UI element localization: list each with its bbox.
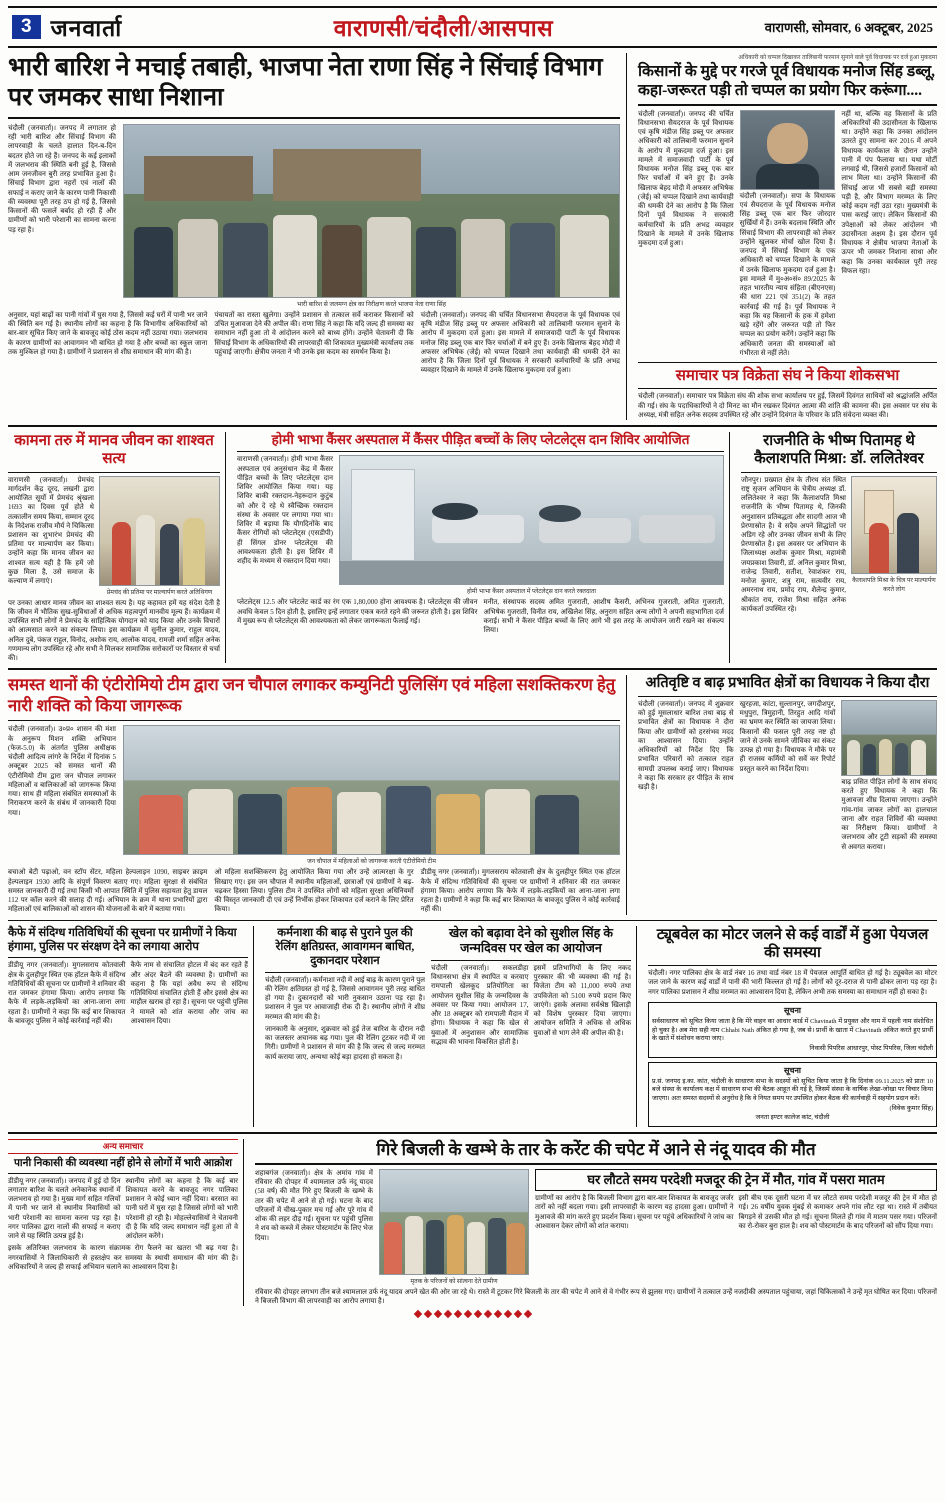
- notice-1-text: सर्वसाधारण को सूचित किया जाता है कि मेरे वाहन का आधार कार्ड में Chavinath में प्रयुक्त और नाम में पहली नाम संशोधित हो चुका है। अब मेरा सही नाम Chhabi Nath अंकित हो गया है, जब से। प्रार्थी के खाता में Chavinath अंकित करते हुए प्रार्थी के खाते में संशोधन कराया जाए।: [652, 1018, 933, 1042]
- fourth-band: [8, 926, 937, 1127]
- platelet-photo-caption: होमी भाभा कैंसर अस्पताल में प्लेटलेट्स दान करते रक्तदाता: [467, 588, 596, 596]
- cafe-headline: कैफे में संदिग्ध गतिविधियों की सूचना पर ग्रामीणों ने किया हंगामा, पुलिस पर संरक्षण देने का लगाया आरोप: [8, 926, 237, 953]
- bijli-col4: इसी बीच एक दूसरी घटना में घर लौटते समय परदेशी मजदूर की ट्रेन में मौत हो गई। 26 वर्षीय युवक मुंबई से कमाकर अपने गांव लौट रहा था। रास्ते में तबीयत बिगड़ने से उसकी मौत हो गई। सूचना मिलते ही गांव में मातम पसर गया। परिजनों का रो-रोकर बुरा हाल है। शव को पोस्टमार्टम के बाद परिजनों को सौंप दिया गया।: [738, 1194, 937, 1230]
- pani-col1: डीडीयू नगर (जनवार्ता)। जनपद में हुई दो दिन लगातार बारिश के चलते अनेकानेक स्थानों में जलभराव हो गया है। मुख्य मार्ग सहित गलियों में पानी भर जाने से स्थानीय निवासियों को भारी परेशानी का सामना करना पड़ रहा है। नगर पालिका द्वारा नालों की सफाई न कराए जाने से यह स्थिति उत्पन्न हुई है।: [8, 1176, 121, 1241]
- chappal-kicker: अधिकारी को चप्पल दिखाकर तालिबानी फरमान सुनाने वाले पूर्व विधायक पर दर्ज हुआ मुकदमा: [738, 55, 937, 61]
- khel-headline: खेल को बढ़ावा देने को सुशील सिंह के जन्मदिवस पर खेल का आयोजन: [448, 925, 613, 956]
- notice-1-title: सूचना: [784, 1005, 801, 1015]
- daura-col2: खुरहजा, कांटा, सुल्तानपुर, जगदीशपुर, मधुपुरा, त्रिमुहानी, तिरहुत आदि गांवों का भ्रमण कर स्थिति का जायजा लिया। किसानों की फसल पूरी तरह नष्ट हो जाने से उनके सामने जीविका का संकट उत्पन्न हो गया है। विधायक ने मौके पर ही राजस्व कर्मियों को सर्वे कर रिपोर्ट प्रस्तुत करने का निर्देश दिया।: [739, 699, 836, 773]
- lead-text-col4: चंदौली (जनवार्ता)। जनपद की चर्चित विधानसभा सैयदराज के पूर्व विधायक एवं कृषि मंडीज सिंह डब्लू पर अफसर अधिकारी को तालिबानी फरमान सुनाने के आरोप में मुकदमा दर्ज हुआ। इस मामले में समाजवादी पार्टी के पूर्व विधायक मनोज सिंह डब्लू एक बार फिर चर्चाओं में बने हुए हैं। उनके खिलाफ बेहद मोदी में अफसर अभिषेक (जेई) को चप्पल दिखाने तथा कार्यवाही की धमकी देने का आरोप है कि जिला दिनों पूर्व विधायक ने सरकारी कर्मचारियों के प्रति अभद्र व्यवहार दिखाने के मामले में उनके खिलाफ मुकदमा दर्ज हुआ।: [420, 311, 620, 375]
- khel-col1: चंदौली (जनवार्ता)। सकलडीहा विधानसभा क्षेत्र में स्थापित व करवाए रामपाली खेलकूद प्रतियोगिता का आयोजन सुशील सिंह के जन्मदिवस के अवसर पर किया गया। आयोजन 17, और 18 अक्टूबर को रामपाली मैदान में होगा। विधायक ने कहा कि खेल से युवाओं में अनुशासन और सामाजिक सद्भाव की भावना विकसित होती है।: [431, 963, 529, 1046]
- naari-col2: बचाओ बेटी पढ़ाओ, वन स्टॉप सेंटर, महिला हेल्पलाइन 1090, साइबर क्राइम हेल्पलाइन 1930 आदि के संपूर्ण विवरण बताए गए। महिला सुरक्षा से संबंधित समस्त जानकारी दी गई तथा किसी भी आपात स्थिति में पुलिस सहायता हेतु डायल 112 पर कॉल करने की सलाह दी गई। अभियान के क्रम में थाना प्रभारियों द्वारा महिलाओं एवं बालिकाओं को शासन की योजनाओं के बारे में बताया गया।: [8, 868, 208, 914]
- bijli-col2: रविवार की दोपहर लगभग तीन बजे श्यामलाल उर्फ नंदू यादव अपने खेत की ओर जा रहे थे। रास्ते में टूटकर गिरे बिजली के तार की चपेट में आने से वे गंभीर रूप से झुलस गए। ग्रामीणों ने तत्काल उन्हें नजदीकी अस्पताल पहुंचाया, जहां चिकित्सकों ने उन्हें मृत घोषित कर दिया। परिजनों ने बिजली विभाग की लापरवाही का आरोप लगाया है।: [255, 1287, 937, 1306]
- notice-2-text: प्र.सं. जनपद इ.का. कांत, चंदौली के साधारण सभा के सदस्यों को सूचित किया जाता है कि दिनांक 09.11.2025 को प्रातः 10 बजे संस्था के कार्यालय कक्ष में साधारण सभा की बैठक आहूत की गई है, जिसमें संस्था के वार्षिक लेखा-जोखा पर विचार किया जाएगा। अतः समस्त सदस्यों से अनुरोध है कि वे नियत समय पर उपस्थित होकर बैठक की कार्यवाही में सहयोग प्रदान करें।: [652, 1078, 933, 1102]
- bijli-headline: गिरे बिजली के खम्भे के तार के करेंट की चपेट में आने से नंदू यादव की मौत: [376, 1139, 816, 1159]
- kailash-photo-caption: कैलाशपति मिश्रा के चित्र पर माल्यार्पण करते लोग: [852, 576, 936, 593]
- pani-story: [8, 1139, 244, 1307]
- platelet-headline: होमी भाभा कैंसर अस्पताल में कैंसर पीड़ित बच्चों के लिए प्लेटलेट्स दान शिविर आयोजित: [271, 431, 690, 447]
- kamna-headline: कामना तरु में मानव जीवन का शाश्वत सत्य: [14, 432, 214, 468]
- chappal-col1: चंदौली (जनवार्ता)। जनपद की चर्चित विधानसभा सैयदराज के पूर्व विधायक एवं कृषि मंडीज सिंह डब्लू पर अफसर अधिकारी को तालिबानी फरमान सुनाने के आरोप में मुकदमा दर्ज हुआ। इस मामले में समाजवादी पार्टी के पूर्व विधायक मनोज सिंह डब्लू एक बार फिर चर्चाओं में बने हुए हैं। उनके खिलाफ बेहद मोदी में अफसर अभिषेक (जेई) को चप्पल दिखाने तथा कार्यवाही की धमकी देने का आरोप है कि जिला दिनों पूर्व विधायक ने सरकारी कर्मचारियों के प्रति अभद्र व्यवहार दिखाने के मामले में उनके खिलाफ मुकदमा दर्ज हुआ।: [638, 109, 734, 248]
- lead-headline: भारी बारिश ने मचाई तबाही, भाजपा नेता राणा सिंह ने सिंचाई विभाग पर जमकर साधा निशाना: [8, 54, 603, 111]
- chappal-photo: [740, 110, 836, 190]
- khel-col2: इसमें प्रतिभागियों के लिए नकद पुरस्कार की भी व्यवस्था की गई है। विजेता टीम को 11,000 रुपये तथा उपविजेता को 5100 रुपये प्रदान किए जाएंगे। इसके अलावा सर्वश्रेष्ठ खिलाड़ी को विशेष पुरस्कार दिया जाएगा। आयोजन समिति ने अधिक से अधिक युवाओं से भाग लेने की अपील की है।: [533, 963, 631, 1037]
- chappal-col2: चंदौली (जनवार्ता)। सपा के विधायक एवं सैयदराज के पूर्व विधायक मनोज सिंह डब्लू एक बार फिर जोरदार सुर्खियों में हैं। उनके बदलाव स्थिति और सिंचाई विभाग की लापरवाही को लेकर उन्होंने खुलकर मोर्चा खोल दिया है। जनपद में सिंचाई विभाग के एक अधिकारी को चप्पल दिखाने के मामले में उनके खिलाफ मुकदमा दर्ज हुआ है। इस मामले में मु०अ०सं० 89/2025 के तहत भारतीय न्याय संहिता (बीएनएस) की धारा 221 एवं 351(2) के तहत कार्रवाई की गई है। पूर्व विधायक ने कहा कि वह किसानों के हक में हमेशा खड़े रहेंगे और जरूरत पड़ी तो फिर चप्पल का प्रयोग करेंगे। उन्होंने कहा कि अधिकारी जनता की समस्याओं को गंभीरता से नहीं लेते।: [739, 191, 836, 357]
- pani-col3: इसके अतिरिक्त जलभराव के कारण संक्रामक रोग फैलने का खतरा भी बढ़ गया है। नगरवासियों ने जिलाधिकारी से हस्तक्षेप कर समस्या के स्थायी समाधान की मांग की है। अधिकारियों ने जल्द ही सफाई अभियान चलाने का आश्वासन दिया है।: [8, 1244, 238, 1271]
- lead-text-col2: अनुसार, यहां बाढ़ों का पानी गांवों में घुस गया है, जिससे कई घरों में पानी भर जाने की स्थिति बन गई है। स्थानीय लोगों का कहना है कि विभागीय अधिकारियों को बार-बार सूचित किए जाने के बावजूद कोई ठोस कदम नहीं उठाया गया। जलभराव के कारण ग्रामीणों का आवागमन भी बाधित हो गया है और बच्चों का स्कूल जाना तक मुश्किल हो गया है। ग्रामीणों ने प्रशासन से शीघ्र समाधान की मांग की है।: [8, 311, 208, 356]
- shok-text: चंदौली (जनवार्ता)। समाचार पत्र विक्रेता संघ की शोक सभा कार्यालय पर हुई, जिसमें दिवंगत साथियों को श्रद्धांजलि अर्पित की गई। संघ के पदाधिकारियों ने दो मिनट का मौन रखकर दिवंगत आत्मा की शांति की कामना की। इस अवसर पर संघ के अध्यक्ष, मंत्री सहित अनेक सदस्य उपस्थित रहे और उन्होंने दिवंगत के परिवार के प्रति संवेदना व्यक्त की।: [638, 392, 937, 419]
- notice-2-title: सूचना: [784, 1065, 801, 1075]
- lead-text-col1: चंदौली (जनवार्ता)। जनपद में लगातार हो रही भारी बारिश और सिंचाई विभाग की लापरवाही के चलते हालात दिन-ब-दिन बदतर होते जा रहे हैं। जनपद के कई इलाकों में जलभराव की स्थिति बनी हुई है, जिससे आम जनजीवन बुरी तरह प्रभावित हुआ है। सिंचाई विभाग द्वारा नहरों एवं नालों की सफाई न कराए जाने के कारण पानी निकासी की व्यवस्था पूरी तरह ठप हो गई है, जिससे किसानों की फसलें बर्बाद हो रही हैं और ग्रामीणों को भारी परेशानी का सामना करना पड़ रहा है।: [8, 124, 116, 234]
- cafe-story: [8, 926, 254, 1127]
- khel-story: [431, 926, 631, 1062]
- karmnasha-col1: चंदौली (जनवार्ता)। कर्मनाशा नदी में आई बाढ़ के कारण पुराने पुल की रेलिंग क्षतिग्रस्त हो गई है, जिससे आवागमन पूरी तरह बाधित हो गया है। दुकानदारों को भारी नुकसान उठाना पड़ रहा है। प्रशासन ने पुल पर आवाजाही रोक दी है। स्थानीय लोगों ने शीघ्र मरम्मत की मांग की है।: [265, 975, 425, 1021]
- daura-col3: बाढ़ प्रसित पीड़ित लोगों के साथ संवाद करते हुए विधायक ने कहा कि मुआवजा शीघ्र दिलाया जाएगा। उन्होंने गांव-गांव जाकर लोगों का हालचाल जाना और राहत शिविरों की व्यवस्था का निरीक्षण किया। ग्रामीणों ने जलभराव और टूटी सड़कों की समस्या से अवगत कराया।: [841, 777, 938, 851]
- masthead: [8, 6, 937, 48]
- daura-headline: अतिवृष्टि व बाढ़ प्रभावित क्षेत्रों का विधायक ने किया दौरा: [645, 675, 930, 692]
- bijli-photo-caption: मृतक के परिजनों को सांत्वना देते ग्रामीण: [410, 1277, 498, 1285]
- notice-1: [648, 1002, 937, 1058]
- karmnasha-headline: कर्मनाशा की बाढ़ से पुराने पुल की रेलिंग क्षतिग्रस्त, आवागमन बाधित, दुकानदार परेशान: [275, 926, 415, 968]
- karmnasha-story: [265, 926, 425, 1062]
- paper-name: जनवार्ता: [50, 16, 123, 41]
- bottom-band: [8, 1139, 937, 1307]
- pani-headline: पानी निकासी की व्यवस्था नहीं होने से लोगों में भारी आक्रोश: [13, 1157, 233, 1169]
- notice-1-signer: निवासी पिपरिस आधारपुर, पोस्ट पिपरिस, जिला चंदौली: [809, 1045, 933, 1053]
- masthead-dateline: वाराणसी, सोमवार, 6 अक्टूबर, 2025: [764, 20, 933, 35]
- kamna-text2: पर उनका आधार मानव जीवन का शाश्वत सत्य है। यह कहावत हमें यह संदेश देती है कि जीवन में भौतिक सुख-सुविधाओं से अधिक महत्वपूर्ण मानवीय मूल्य हैं। कार्यक्रम में उपस्थित सभी लोगों ने प्रेमचंद के साहित्यिक योगदान को याद किया और उनके विचारों को आत्मसात करने का संकल्प लिया। इस कार्यक्रम में सुनील कुमार, राहुल यादव, अनिल दुबे, पंकज राहुल, विनोद, अशोक राय, आलोक यादव, रामजी शर्मा सहित अनेक गणमान्य लोग उपस्थित रहे और सभी ने मिलकर सामाजिक सरोकारों पर विस्तार से चर्चा की।: [8, 598, 220, 662]
- notice-2-signer: (विवेक कुमार सिंह): [889, 1105, 933, 1112]
- tubewell-headline: ट्यूबवेल का मोटर जलने से कई वार्डों में हुआ पेयजल की समस्या: [656, 926, 929, 961]
- shok-headline: समाचार पत्र विक्रेता संघ ने किया शोकसभा: [675, 367, 900, 384]
- notice-3-text: जनता इण्टर कालेज कांट, चंदौली: [755, 1114, 830, 1122]
- naari-col1: चंदौली (जनवार्ता)। उ०प्र० शासन की मंशा के अनुरूप मिशन शक्ति अभियान (फेज-5.0) के अंतर्गत पुलिस अधीक्षक चंदौली आदित्य लांगरे के निर्देश में दिनांक 5 अक्टूबर 2025 को समस्त थानों की एंटीरोमियो टीम द्वारा जन चौपाल लगाकर महिलाओं व बालिकाओं को जागरूक किया गया। साथ ही महिला संबंधित समस्याओं के निराकरण करने के संबंध में जानकारी दिया गया।: [8, 725, 116, 817]
- bijli-col1: शहाबगंज (जनवार्ता)। क्षेत्र के अमांव गांव में रविवार की दोपहर में श्यामलाल उर्फ नंदू यादव (58 वर्ष) की मौत गिरे हुए बिजली के खम्भे के तार की चपेट में आने से हो गई। घटना के बाद परिजनों में चीख-पुकार मच गई और पूरे गांव में शोक की लहर दौड़ गई। सूचना पर पहुंची पुलिस ने शव को कब्जे में लेकर पोस्टमार्टम के लिए भेज दिया।: [255, 1168, 373, 1242]
- platelet-photo: [339, 455, 724, 585]
- tubewell-text: चंदौली। नगर पालिका क्षेत्र के वार्ड नंबर 16 तथा वार्ड नंबर 18 में पेयजल आपूर्ति बाधित हो गई है। ट्यूबवेल का मोटर जल जाने के कारण कई वार्डों में पानी की भारी किल्लत हो गई है। लोगों को दूर-दराज से पानी ढोकर लाना पड़ रहा है। नगर पालिका प्रशासन ने शीघ्र मरम्मत का आश्वासन दिया है, लेकिन अभी तक समस्या का समाधान नहीं हो सका है।: [648, 969, 937, 996]
- chappal-story: [633, 53, 937, 420]
- karmnasha-khel-block: [260, 926, 637, 1127]
- naari-photo-caption: जन चौपाल में महिलाओं को जागरूक करती एंटीरोमियो टीम: [307, 858, 436, 866]
- cafe-col-extra: डीडीयू नगर (जनवार्ता)। मुगलसराय कोतवाली क्षेत्र के दुलहीपुर स्थित एक हॉटल कैफे में संदिग्ध गतिविधियों की सूचना पर ग्रामीणों ने शनिवार की रात जमकर हंगामा किया। आरोप लगाया कि कैफे में लड़के-लड़कियों का आना-जाना लगा रहता है। ग्रामीणों ने कहा कि कई बार शिकायत के बावजूद पुलिस ने कोई कार्रवाई नहीं की।: [420, 868, 620, 914]
- bijli-photo: [379, 1169, 529, 1275]
- other-news-badge: अन्य समाचार: [8, 1139, 238, 1154]
- tubewell-notices-block: [643, 926, 937, 1127]
- kailash-headline: राजनीति के भीष्म पितामह थे कैलाशपति मिश्रा: डॉ. ललितेश्वर: [754, 432, 924, 468]
- naari-photo: [123, 725, 620, 855]
- platelet-col3: मनीत, संस्थापक सदस्य अमित गुजराती, आशीष कैसरी, अभिनव गुजराती, अमित गुजराती, अभिषेक गुजराती, विनीत राय, अखिलेश सिंह, अनुराग सहित अन्य लोगों ने अपनी सहभागिता दर्ज कराई। सभी ने कैंसर पीड़ित बच्चों के लिए आगे भी इस तरह के आयोजन जारी रखने का संकल्प लिया।: [483, 598, 724, 635]
- platelet-col1: वाराणसी (जनवार्ता)। होमी भाभा कैंसर अस्पताल एवं अनुसंधान केंद्र में कैंसर पीड़ित बच्चों के लिए प्लेटलेट्स दान शिविर आयोजित किया गया। यह शिविर बाकी रक्तदान-नेहरूदान कुटुंब को और दे रहे थे स्वैच्छिक रक्तदान संस्था के अवसर पर लगाया गया था। शिविर में बड़ाया कि यौगदिनोंके बाद कैंसर रोगियों को प्लेटलेट्स (एसडीपी) ही सिंगल डोनर प्लेटलेट्स की आवश्यकता होती है। इस शिविर में शहीद के मध्यम से रक्तदान दिया गया।: [237, 455, 333, 566]
- notice-2: [648, 1062, 937, 1127]
- kamna-photo: [99, 476, 220, 586]
- lead-photo-caption: भारी बारिश से जलमग्न क्षेत्र का निरीक्षण करते भाजपा नेता राणा सिंह: [296, 301, 447, 308]
- footer-ornament: [8, 1306, 937, 1317]
- daura-col1: चंदौली (जनवार्ता)। जनपद में शुक्रवार को हुई मूसलाधार बारिश तथा बाढ़ से प्रभावित क्षेत्रों का विधायक ने दौरा किया और ग्रामीणों को हरसंभव मदद का आश्वासन दिया। उन्होंने अधिकारियों को निर्देश दिए कि प्रभावित परिवारों को तत्काल राहत सामग्री उपलब्ध कराई जाए। विधायक ने कहा कि सरकार हर पीड़ित के साथ खड़ी है।: [638, 699, 734, 791]
- bijli-story: [250, 1139, 937, 1307]
- chappal-headline: किसानों के मुद्दे पर गरजे पूर्व विधायक मनोज सिंह डब्लू, कहा-जरूरत पड़ी तो चप्पल का प्रयोग फिर करूंगा....: [638, 63, 935, 100]
- kailash-photo: [851, 476, 937, 574]
- platelet-col2: प्लेटलेट्स 12.5 और प्लेटलेट कार्ड का रंग एक 1,80,000 होना आवश्यक है। प्लेटलेट्स की जीवन अवधि केवल 5 दिन होती है, इसलिए इन्हें लगातार एकत्र करते रहने की जरूरत होती है। इस शिविर में मुख्य रूप से प्लेटलेट्स की आवश्यकता को लेकर जागरूकता फैलाई गई।: [237, 598, 478, 625]
- bijli-sub-headline: घर लौटते समय परदेशी मजदूर की ट्रेन में मौत, गांव में पसरा मातम: [535, 1169, 937, 1191]
- lead-photo: [123, 124, 620, 298]
- edition-title: वाराणसी/चंदौली/आसपास: [333, 16, 554, 41]
- cafe-col1: डीडीयू नगर (जनवार्ता)। मुगलसराय कोतवाली क्षेत्र के दुलहीपुर स्थित एक हॉटल कैफे में संदिग्ध गतिविधियों की सूचना पर ग्रामीणों ने शनिवार की रात जमकर हंगामा किया। आरोप लगाया कि कैफे में लड़के-लड़कियों का आना-जाना लगा रहता है। ग्रामीणों ने कहा कि कई बार शिकायत के बावजूद पुलिस ने कोई कार्रवाई नहीं की।: [8, 961, 126, 1025]
- daura-story: [633, 675, 937, 914]
- kailash-story: [736, 432, 937, 663]
- naari-headline: समस्त थानों की एंटीरोमियो टीम द्वारा जन चौपाल लगाकर कम्युनिटी पुलिसिंग एवं महिला सशक्तिकरण हेतु नारी शक्ति को किया जागरूक: [8, 675, 616, 715]
- lead-story: [8, 53, 627, 420]
- second-band: [8, 432, 937, 663]
- third-band: [8, 675, 937, 914]
- naari-story: [8, 675, 627, 914]
- page-number-badge: 3: [12, 15, 41, 39]
- cafe-col2: कैफे नाम से संचालित होटल में बंद कर रहते हैं और अंदर बैठने की व्यवस्था है। ग्रामीणों का कहना है कि यहां अवैध रूप से संदिग्ध गतिविधियां संचालित होती हैं और इससे क्षेत्र का माहौल खराब हो रहा है। सूचना पर पहुंची पुलिस ने मामले को शांत कराया और जांच का आश्वासन दिया।: [130, 961, 248, 1025]
- platelet-story: [232, 432, 730, 663]
- daura-photo: [841, 700, 937, 776]
- kamna-photo-caption: प्रेमचंद की प्रतिमा पर माल्यार्पण करते अतिथिगण: [106, 588, 213, 596]
- naari-col3: ओ महिला सशक्तिकरण हेतु आयोजित किया गया और उन्हें आत्मरक्षा के गुर सिखाए गए। इस जन चौपाल में स्थानीय महिलाओं, छात्राओं एवं ग्रामीणों ने बढ़-चढ़कर हिस्सा लिया। पुलिस टीम ने उपस्थित लोगों को महिला सुरक्षा अधिनियमों की विस्तृत जानकारी दी एवं उन्हें निर्भीक होकर शिकायत दर्ज कराने के लिए प्रेरित किया।: [214, 868, 414, 914]
- pani-col2: स्थानीय लोगों का कहना है कि कई बार शिकायत करने के बावजूद नगर पालिका प्रशासन ने कोई ध्यान नहीं दिया। बरसात का पानी घरों में घुस रहा है जिससे लोगों को भारी परेशानी हो रही है। मोहल्लेवासियों ने चेतावनी दी है कि यदि जल्द समाधान नहीं हुआ तो वे आंदोलन करेंगे।: [125, 1176, 238, 1241]
- lead-text-col3: पंचायतों का रास्ता खुलेगा। उन्होंने प्रशासन से तत्काल सर्वे कराकर किसानों को उचित मुआवजा देने की अपील की। राणा सिंह ने कहा कि यदि जल्द ही समस्या का समाधान नहीं हुआ तो वे आंदोलन करने को बाध्य होंगे। उन्होंने चेतावनी दी कि सिंचाई विभाग के अधिकारियों की लापरवाही की शिकायत मुख्यमंत्री कार्यालय तक पहुंचाई जाएगी। क्षेत्रीय जनता ने भी उनके इस कदम का समर्थन किया है।: [214, 311, 414, 356]
- kailash-text: जौनपुर। प्रख्यात क्षेत्र के तीरथ संत स्थित राष्ट्र सृजन अभियान के चेत्रीय अध्यक्ष डॉ. ललितेश्वर ने कहा कि कैलाशपति मिश्रा राजनीति के भीष्म पितामह थे, जिनकी अनुशासन प्रतिबद्धता और सादगी आज भी प्रेरणास्रोत है। वे सदैव अपने सिद्धांतों पर अडिग रहे और उनका जीवन सभी के लिए प्रेरणास्रोत है। इस अवसर पर अभियान के जिलाध्यक्ष अशोक कुमार मिश्रा, महामंत्री जयप्रकाश तिवारी, डॉ. अनिल कुमार मिश्रा, राजेन्द्र तिवारी, सतीश, रेवाशंकर राय, मनोज कुमार, शत्रु राम, सत्यवीर राय, अमरनाथ राय, प्रमोद राय, शैलेन्द्र कुमार, श्रीकांत राय, राजेश मिश्रा सहित अनेक कार्यकर्ता उपस्थित रहे।: [741, 475, 846, 613]
- bijli-col3: ग्रामीणों का आरोप है कि बिजली विभाग द्वारा बार-बार शिकायत के बावजूद जर्जर तारों को नहीं बदला गया। इसी लापरवाही के कारण यह हादसा हुआ। ग्रामीणों ने मुआवजे की मांग करते हुए प्रदर्शन किया। सूचना पर पहुंचे अधिकारियों ने जांच का आश्वासन देकर लोगों को शांत कराया।: [535, 1194, 734, 1230]
- chappal-col3: नहीं था, बल्कि वह किसानों के प्रति अधिकारियों की उदासीनता के खिलाफ था। उन्होंने कहा कि उनका आंदोलन उतरते हुए सामना कर 2016 में अपने विधायक कार्यकाल के दौरान उन्होंने पानी में पंप फैलाया था। यथा मोर्टी लगवाई थी, जिससे हजारों किसानों को लाभ मिला था। उन्होंने किसानों की सिंचाई आज भी सबसे बड़ी समस्या पड़ी है, और विभाग मरम्मत के लिए कोई कदम नहीं उठा रहा। मुख्यमंत्री के पास कराई जाए। लेकिन किसानों की उपेक्षाओं को लेकर आंदोलन भी उदासीनता अक्षम है। इस दौरान पूर्व विधायक ने क्षेत्रीय भाजपा नेताओं के ऊपर भी जमकर निशाना साधा और कहा कि उनका कार्यकाल पूरी तरह विफल रहा।: [841, 109, 938, 275]
- kamna-text1: वाराणसी (जनवार्ता)। प्रेमचंद मार्गदर्शन केंद्र दूरद, लखनी द्वारा आयोजित सूर्यो में प्रेमचंद श्रृंखला 1693 का दिवस पूर्व होते थे तत्कालीन समय किया, सम्मान दूरद के निदेशक राजीव मौर्य ने चिकित्सा प्रशासन का शुभारंभ प्रेमचंद की प्रतिमा पर माल्यार्पण कर किया। उन्होंने कहा कि मानव जीवन का शाश्वत सत्य यही है कि हमें जो कुछ मिला है, उसे समाज के कल्याण में लगाएं।: [8, 475, 94, 586]
- top-block: [8, 53, 937, 420]
- kamna-story: [8, 432, 226, 663]
- karmnasha-col2: जानकारी के अनुसार, शुक्रवार को हुई तेज बारिश के दौरान नदी का जलस्तर अचानक बढ़ गया। पुल की रेलिंग टूटकर नदी में जा गिरी। ग्रामीणों ने प्रशासन से मांग की है कि जल्द से जल्द मरम्मत कार्य कराया जाए, अन्यथा कोई बड़ा हादसा हो सकता है।: [265, 1024, 425, 1061]
